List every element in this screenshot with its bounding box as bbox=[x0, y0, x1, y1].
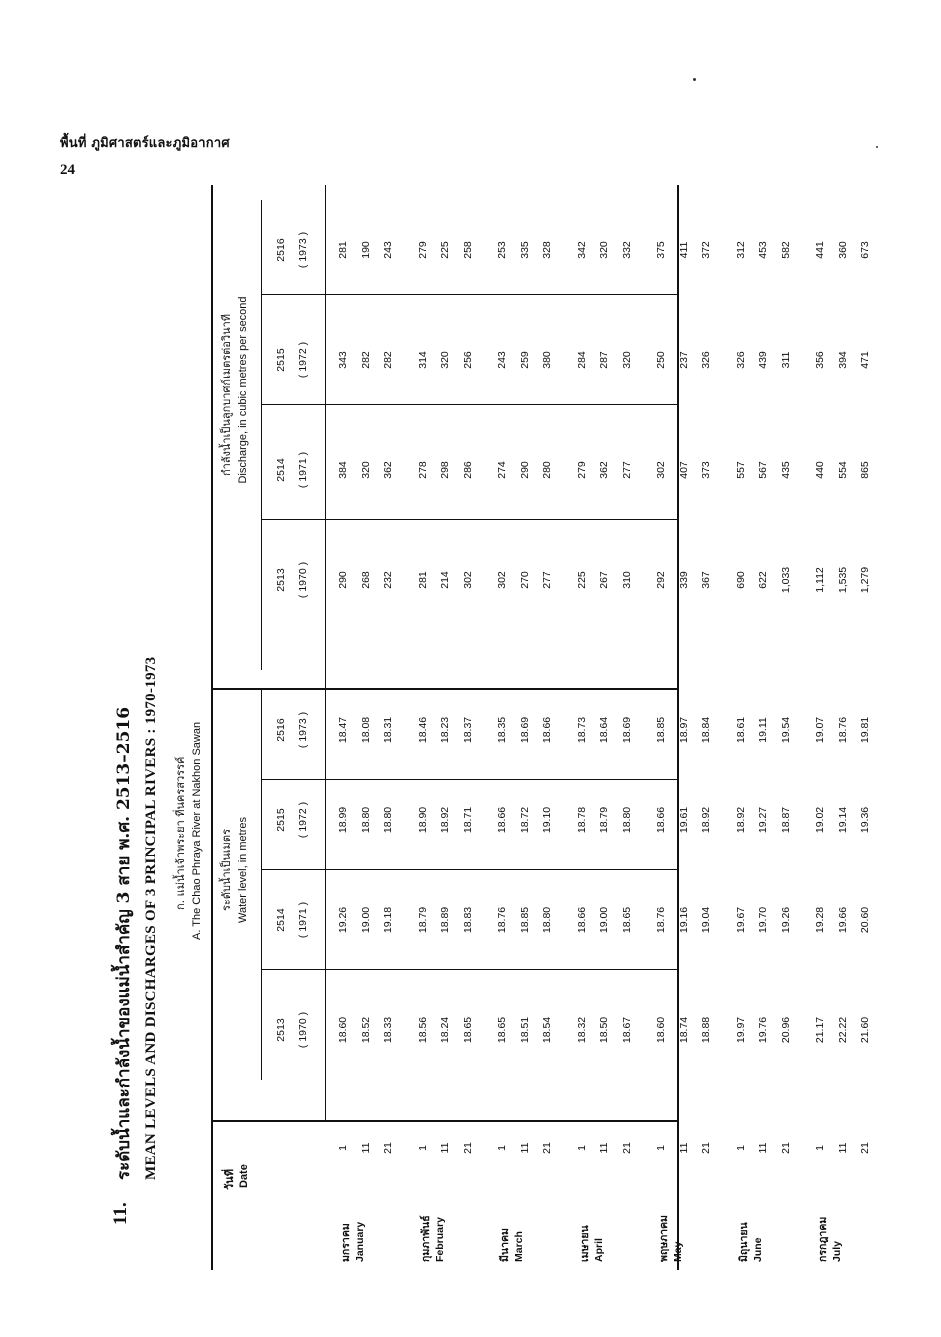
date-day: 21 bbox=[779, 1142, 792, 1154]
discharge-value: 302 bbox=[496, 571, 508, 589]
discharge-value: 1,535 bbox=[836, 566, 849, 594]
water-level-value: 18.60 bbox=[337, 1016, 349, 1044]
water-level-value: 18.73 bbox=[575, 716, 588, 744]
discharge-value: 375 bbox=[655, 241, 667, 259]
table-title-thai: ระดับน้ำและกำลังน้ำของแม่น้ำสำคัญ 3 สาย พ.ศ. 2513–2516 bbox=[114, 706, 134, 1180]
discharge-value: 673 bbox=[859, 241, 871, 259]
page-number: 24 bbox=[60, 162, 75, 178]
month-label-en: July bbox=[831, 1240, 843, 1262]
date-day: 11 bbox=[439, 1142, 451, 1154]
discharge-value: 411 bbox=[677, 241, 690, 259]
discharge-value: 278 bbox=[416, 461, 429, 479]
date-day: 21 bbox=[700, 1142, 712, 1154]
water-level-heading-thai: ระดับน้ำเป็นเมตร bbox=[220, 829, 233, 911]
discharge-value: 225 bbox=[575, 571, 588, 589]
water-level-value: 18.46 bbox=[416, 716, 429, 744]
table-title-en: MEAN LEVELS AND DISCHARGES OF 3 PRINCIPAL RIVERS : 1970-1973 bbox=[143, 656, 159, 1180]
discharge-year-ce: ( 1971 ) bbox=[297, 451, 309, 489]
month-label-thai: กุมภาพันธ์ bbox=[419, 1215, 432, 1262]
water-level-value: 19.18 bbox=[382, 906, 394, 934]
discharge-value: 281 bbox=[416, 571, 429, 589]
water-level-value: 18.52 bbox=[359, 1016, 372, 1044]
water-level-value: 18.33 bbox=[382, 1016, 394, 1044]
discharge-value: 440 bbox=[814, 461, 826, 479]
discharge-value: 232 bbox=[382, 571, 394, 589]
discharge-value: 250 bbox=[655, 351, 667, 369]
month-label-en: February bbox=[433, 1217, 446, 1262]
discharge-year-be: 2513 bbox=[275, 568, 287, 592]
level-year-ce: ( 1971 ) bbox=[297, 901, 309, 939]
discharge-value: 287 bbox=[598, 351, 610, 369]
water-level-value: 18.79 bbox=[598, 806, 610, 834]
month-label-thai: กรกฎาคม bbox=[817, 1216, 829, 1262]
date-day: 11 bbox=[677, 1142, 690, 1154]
discharge-value: 243 bbox=[382, 241, 394, 259]
date-day: 11 bbox=[359, 1142, 372, 1154]
level-year-be: 2516 bbox=[275, 718, 287, 742]
discharge-value: 279 bbox=[575, 461, 588, 479]
discharge-value: 298 bbox=[439, 461, 451, 479]
header-bottom-rule bbox=[325, 185, 326, 1122]
discharge-value: 320 bbox=[620, 351, 633, 369]
level-year-ce: ( 1972 ) bbox=[297, 801, 309, 839]
month-label-en: April bbox=[592, 1238, 605, 1262]
water-level-value: 18.85 bbox=[655, 716, 667, 744]
scan-speck bbox=[693, 78, 696, 81]
water-level-value: 18.79 bbox=[416, 906, 429, 934]
water-level-value: 18.50 bbox=[598, 1016, 610, 1044]
discharge-value: 373 bbox=[700, 461, 712, 479]
subtitle-en: A. The Chao Phraya River at Nakhon Sawan bbox=[191, 721, 203, 940]
discharge-value: 332 bbox=[620, 241, 633, 259]
date-day: 1 bbox=[337, 1145, 349, 1151]
discharge-year-be: 2515 bbox=[275, 348, 287, 372]
water-level-value: 18.23 bbox=[439, 716, 451, 744]
water-level-value: 21.17 bbox=[814, 1016, 826, 1044]
date-day: 1 bbox=[814, 1145, 826, 1151]
discharge-value: 237 bbox=[677, 351, 690, 369]
water-level-subrule bbox=[261, 690, 262, 1080]
water-level-value: 18.61 bbox=[734, 716, 747, 744]
water-level-value: 18.65 bbox=[461, 1016, 474, 1044]
water-level-value: 19.02 bbox=[814, 806, 826, 834]
water-level-value: 18.92 bbox=[734, 806, 747, 834]
discharge-value: 225 bbox=[439, 241, 451, 259]
discharge-value: 256 bbox=[461, 351, 474, 369]
discharge-value: 356 bbox=[814, 351, 826, 369]
water-level-value: 18.76 bbox=[496, 906, 508, 934]
water-level-value: 18.90 bbox=[416, 806, 429, 834]
water-level-value: 18.83 bbox=[461, 906, 474, 934]
water-level-value: 18.99 bbox=[337, 806, 349, 834]
discharge-year-be: 2514 bbox=[275, 458, 287, 482]
water-level-value: 18.88 bbox=[700, 1016, 712, 1044]
date-day: 21 bbox=[859, 1142, 871, 1154]
discharge-value: 284 bbox=[575, 351, 588, 369]
month-label-thai: มีนาคม bbox=[499, 1228, 511, 1262]
water-level-value: 18.56 bbox=[416, 1016, 429, 1044]
discharge-value: 290 bbox=[518, 461, 531, 479]
water-level-value: 18.66 bbox=[541, 716, 553, 744]
level-year-ce: ( 1970 ) bbox=[297, 1011, 309, 1049]
scan-speck bbox=[876, 146, 878, 148]
discharge-value: 367 bbox=[700, 571, 712, 589]
discharge-value: 622 bbox=[757, 571, 769, 589]
water-level-value: 19.28 bbox=[814, 906, 826, 934]
discharge-value: 335 bbox=[518, 241, 531, 259]
water-level-value: 19.10 bbox=[541, 806, 553, 834]
discharge-value: 557 bbox=[734, 461, 747, 479]
water-level-value: 19.97 bbox=[734, 1016, 747, 1044]
water-level-value: 18.37 bbox=[461, 716, 474, 744]
month-label-en: January bbox=[354, 1221, 366, 1262]
discharge-year-ce: ( 1970 ) bbox=[297, 561, 309, 599]
discharge-value: 259 bbox=[518, 351, 531, 369]
water-level-value: 18.69 bbox=[620, 716, 633, 744]
water-level-value: 21.60 bbox=[859, 1016, 871, 1044]
discharge-value: 314 bbox=[416, 351, 429, 369]
discharge-value: 1,112 bbox=[814, 567, 826, 593]
water-level-value: 18.76 bbox=[836, 716, 849, 744]
level-year-be: 2515 bbox=[275, 808, 287, 832]
discharge-value: 567 bbox=[757, 461, 769, 479]
discharge-value: 435 bbox=[779, 461, 792, 479]
discharge-value: 394 bbox=[836, 351, 849, 369]
water-level-value: 18.66 bbox=[496, 806, 508, 834]
table-top-rule bbox=[211, 185, 213, 1270]
month-label-en: May bbox=[672, 1241, 684, 1262]
water-level-value: 18.66 bbox=[575, 906, 588, 934]
water-level-value: 18.64 bbox=[598, 716, 610, 744]
date-day: 1 bbox=[416, 1145, 429, 1151]
discharge-value: 292 bbox=[655, 571, 667, 589]
water-level-value: 18.74 bbox=[677, 1016, 690, 1044]
discharge-value: 311 bbox=[779, 351, 792, 369]
discharge-value: 320 bbox=[359, 461, 372, 479]
water-level-value: 18.76 bbox=[655, 906, 667, 934]
running-header: พื้นที่ ภูมิศาสตร์และภูมิอากาศ bbox=[60, 136, 230, 151]
water-level-value: 18.78 bbox=[575, 806, 588, 834]
date-header-thai: วันที่ bbox=[223, 1169, 236, 1190]
discharge-value: 441 bbox=[814, 241, 826, 259]
water-level-value: 19.67 bbox=[734, 906, 747, 934]
water-level-value: 18.71 bbox=[461, 806, 474, 834]
discharge-value: 372 bbox=[700, 241, 712, 259]
water-level-value: 19.61 bbox=[677, 806, 690, 834]
water-level-value: 18.97 bbox=[677, 716, 690, 744]
month-label-en: March bbox=[513, 1231, 525, 1262]
water-level-value: 18.24 bbox=[439, 1016, 451, 1044]
discharge-value: 554 bbox=[836, 461, 849, 479]
discharge-value: 277 bbox=[541, 571, 553, 589]
water-level-value: 18.65 bbox=[620, 906, 633, 934]
table-number: 11. bbox=[110, 1202, 131, 1225]
water-level-value: 18.69 bbox=[518, 716, 531, 744]
discharge-value: 343 bbox=[337, 351, 349, 369]
rotated-table bbox=[105, 170, 871, 1270]
discharge-value: 312 bbox=[734, 241, 747, 259]
discharge-value: 380 bbox=[541, 351, 553, 369]
water-level-value: 18.66 bbox=[655, 806, 667, 834]
discharge-value: 277 bbox=[620, 461, 633, 479]
discharge-heading-en: Discharge, in cubic metres per second bbox=[237, 296, 249, 484]
level-year-be: 2514 bbox=[275, 908, 287, 932]
date-day: 21 bbox=[382, 1142, 394, 1154]
discharge-value: 282 bbox=[359, 351, 372, 369]
water-level-value: 18.51 bbox=[518, 1016, 531, 1044]
discharge-value: 280 bbox=[541, 461, 553, 479]
water-level-value: 18.32 bbox=[575, 1016, 588, 1044]
discharge-value: 281 bbox=[337, 241, 349, 259]
discharge-value: 310 bbox=[620, 571, 633, 589]
level-year-be: 2513 bbox=[275, 1018, 287, 1042]
discharge-value: 1,033 bbox=[779, 566, 792, 594]
water-level-value: 18.89 bbox=[439, 906, 451, 934]
discharge-subrule bbox=[261, 200, 262, 670]
water-level-value: 18.80 bbox=[359, 806, 372, 834]
discharge-heading-thai: กำลังน้ำเป็นลูกบาศก์เมตรต่อวินาที bbox=[220, 313, 233, 477]
discharge-value: 290 bbox=[337, 571, 349, 589]
water-level-value: 19.11 bbox=[757, 717, 769, 743]
discharge-value: 326 bbox=[700, 351, 712, 369]
month-label-thai: มกราคม bbox=[340, 1223, 352, 1262]
discharge-year-ce: ( 1972 ) bbox=[297, 341, 309, 379]
water-level-value: 18.72 bbox=[518, 806, 531, 834]
date-day: 11 bbox=[598, 1142, 610, 1154]
water-level-value: 20.96 bbox=[779, 1016, 792, 1044]
discharge-value: 453 bbox=[757, 241, 769, 259]
discharge-year-ce: ( 1973 ) bbox=[297, 231, 309, 269]
water-level-value: 18.80 bbox=[541, 906, 553, 934]
water-level-value: 18.65 bbox=[496, 1016, 508, 1044]
discharge-value: 268 bbox=[359, 571, 372, 589]
water-level-value: 20.60 bbox=[859, 906, 871, 934]
water-level-value: 18.67 bbox=[620, 1016, 633, 1044]
discharge-value: 339 bbox=[677, 571, 690, 589]
discharge-value: 439 bbox=[757, 351, 769, 369]
discharge-value: 362 bbox=[598, 461, 610, 479]
discharge-value: 270 bbox=[518, 571, 531, 589]
water-level-value: 18.47 bbox=[337, 716, 349, 744]
date-day: 11 bbox=[518, 1142, 531, 1154]
water-level-value: 19.04 bbox=[700, 906, 712, 934]
water-level-value: 18.60 bbox=[655, 1016, 667, 1044]
water-level-value: 19.07 bbox=[814, 716, 826, 744]
date-day: 11 bbox=[757, 1142, 769, 1154]
month-label-thai: พฤษภาคม bbox=[658, 1215, 670, 1262]
discharge-value: 258 bbox=[461, 241, 474, 259]
discharge-value: 326 bbox=[734, 351, 747, 369]
water-level-value: 18.08 bbox=[359, 716, 372, 744]
water-level-value: 18.80 bbox=[620, 806, 633, 834]
water-level-value: 19.27 bbox=[757, 806, 769, 834]
date-day: 11 bbox=[836, 1142, 849, 1154]
water-level-heading-en: Water level, in metres bbox=[237, 817, 249, 923]
date-day: 21 bbox=[541, 1142, 553, 1154]
subtitle-thai: ก. แม่น้ำเจ้าพระยา ที่นครสวรรค์ bbox=[174, 756, 187, 910]
discharge-value: 190 bbox=[359, 241, 372, 259]
discharge-value: 384 bbox=[337, 461, 349, 479]
discharge-value: 302 bbox=[655, 461, 667, 479]
water-level-value: 19.26 bbox=[779, 906, 792, 934]
water-level-value: 18.35 bbox=[496, 716, 508, 744]
water-level-value: 18.80 bbox=[382, 806, 394, 834]
discharge-value: 362 bbox=[382, 461, 394, 479]
water-level-value: 18.84 bbox=[700, 716, 712, 744]
water-level-value: 18.92 bbox=[439, 806, 451, 834]
water-level-value: 18.87 bbox=[779, 806, 792, 834]
water-level-value: 19.66 bbox=[836, 906, 849, 934]
discharge-value: 328 bbox=[541, 241, 553, 259]
water-level-value: 18.85 bbox=[518, 906, 531, 934]
water-level-value: 19.26 bbox=[337, 906, 349, 934]
water-level-value: 19.36 bbox=[859, 806, 871, 834]
discharge-value: 360 bbox=[836, 241, 849, 259]
date-day: 21 bbox=[461, 1142, 474, 1154]
date-column-rule bbox=[211, 1120, 679, 1122]
discharge-value: 342 bbox=[575, 241, 588, 259]
discharge-value: 243 bbox=[496, 351, 508, 369]
discharge-value: 214 bbox=[439, 571, 451, 589]
discharge-value: 471 bbox=[859, 351, 871, 369]
water-level-value: 19.54 bbox=[779, 716, 792, 744]
water-level-value: 19.00 bbox=[359, 906, 372, 934]
water-level-value: 22.22 bbox=[836, 1016, 849, 1044]
water-level-value: 19.16 bbox=[677, 906, 690, 934]
discharge-value: 279 bbox=[416, 241, 429, 259]
water-level-value: 18.31 bbox=[382, 716, 394, 744]
discharge-value: 865 bbox=[859, 461, 871, 479]
date-day: 1 bbox=[496, 1145, 508, 1151]
discharge-value: 267 bbox=[598, 571, 610, 589]
discharge-value: 407 bbox=[677, 461, 690, 479]
discharge-value: 582 bbox=[779, 241, 792, 259]
water-level-value: 18.92 bbox=[700, 806, 712, 834]
discharge-value: 320 bbox=[439, 351, 451, 369]
month-label-thai: เมษายน bbox=[578, 1225, 591, 1262]
date-day: 1 bbox=[655, 1145, 667, 1151]
discharge-value: 320 bbox=[598, 241, 610, 259]
month-label-en: June bbox=[751, 1237, 764, 1262]
discharge-value: 286 bbox=[461, 461, 474, 479]
water-level-value: 19.76 bbox=[757, 1016, 769, 1044]
discharge-value: 302 bbox=[461, 571, 474, 589]
date-day: 1 bbox=[575, 1145, 588, 1151]
discharge-year-be: 2516 bbox=[275, 238, 287, 262]
water-level-value: 19.00 bbox=[598, 906, 610, 934]
water-level-value: 19.81 bbox=[859, 716, 871, 744]
discharge-value: 274 bbox=[496, 461, 508, 479]
discharge-value: 690 bbox=[734, 571, 747, 589]
level-year-ce: ( 1973 ) bbox=[297, 711, 309, 749]
date-day: 21 bbox=[620, 1142, 633, 1154]
water-level-value: 19.70 bbox=[757, 906, 769, 934]
water-level-value: 18.54 bbox=[541, 1016, 553, 1044]
discharge-value: 282 bbox=[382, 351, 394, 369]
water-level-value: 19.14 bbox=[836, 806, 849, 834]
discharge-value: 253 bbox=[496, 241, 508, 259]
date-header-en: Date bbox=[238, 1164, 250, 1188]
discharge-value: 1,279 bbox=[859, 566, 871, 594]
month-label-thai: มิถุนายน bbox=[737, 1222, 750, 1262]
date-day: 1 bbox=[734, 1145, 747, 1151]
